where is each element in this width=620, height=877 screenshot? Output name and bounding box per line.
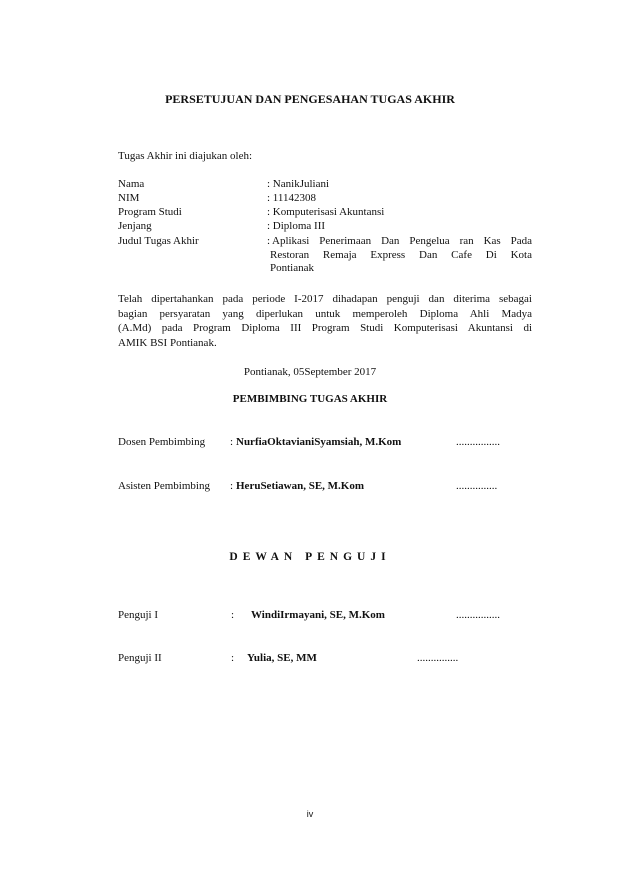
judul-line: Pontianak <box>270 262 314 274</box>
signature-label: Asisten Pembimbing <box>118 480 210 492</box>
signature-separator: : <box>230 436 234 448</box>
signature-name: NurfiaOktavianiSyamsiah, M.Kom <box>236 436 402 448</box>
signature-dots: ................ <box>456 436 500 448</box>
page-number: iv <box>306 809 314 819</box>
info-label: Nama <box>118 178 145 190</box>
signature-dots: ............... <box>456 480 498 492</box>
signature-dots: ................ <box>456 609 500 621</box>
dewan-penguji-heading: DEWAN PENGUJI <box>229 551 391 563</box>
judul-line: Aplikasi Penerimaan Dan Pengelua ran Kas Pada <box>272 235 532 247</box>
paragraph-line: bagian persyaratan yang diperlukan untuk memperoleh Diploma Ahli Madya <box>118 307 532 320</box>
signature-separator: : <box>231 609 235 621</box>
signature-dots: ............... <box>417 652 459 664</box>
info-label: Program Studi <box>118 206 182 218</box>
signature-name: HeruSetiawan, SE, M.Kom <box>236 480 365 492</box>
judul-value <box>268 235 532 276</box>
paragraph-line: AMIK BSI Pontianak. <box>118 336 217 349</box>
document-title: PERSETUJUAN DAN PENGESAHAN TUGAS AKHIR <box>165 92 455 106</box>
signature-separator: : <box>230 480 234 492</box>
info-label: Judul Tugas Akhir <box>118 235 199 247</box>
info-value: : NanikJuliani <box>267 178 330 190</box>
info-label: Jenjang <box>118 220 152 232</box>
signature-name: WindiIrmayani, SE, M.Kom <box>251 609 385 621</box>
info-value: : 11142308 <box>267 192 316 204</box>
judul-line: Restoran Remaja Express Dan Cafe Di Kota <box>270 248 532 261</box>
info-value: : Komputerisasi Akuntansi <box>267 206 385 218</box>
signature-separator: : <box>231 652 235 664</box>
approval-paragraph <box>118 292 532 350</box>
intro-text: Tugas Akhir ini diajukan oleh: <box>118 150 253 162</box>
signature-label: Penguji I <box>118 609 159 621</box>
place-date: Pontianak, 05September 2017 <box>243 366 377 378</box>
signature-label: Penguji II <box>118 652 162 664</box>
info-value: : Diploma III <box>267 220 326 232</box>
pembimbing-heading: PEMBIMBING TUGAS AKHIR <box>232 393 388 405</box>
signature-name: Yulia, SE, MM <box>247 652 317 664</box>
info-label: NIM <box>118 192 140 204</box>
paragraph-line: (A.Md) pada Program Diploma III Program Studi Komputerisasi Akuntansi di <box>118 322 532 334</box>
paragraph-line: Telah dipertahankan pada periode I-2017 dihadapan penguji dan diterima sebagai <box>118 293 532 305</box>
signature-label: Dosen Pembimbing <box>118 436 206 448</box>
judul-colon: : <box>267 235 271 247</box>
